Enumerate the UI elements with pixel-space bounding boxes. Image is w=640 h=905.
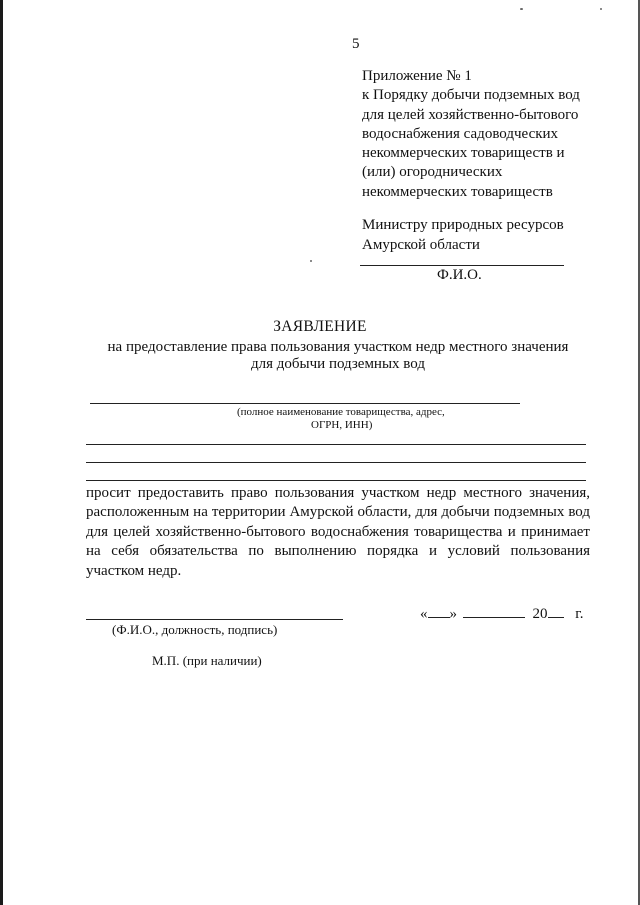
annex-header: [362, 67, 580, 202]
applicant-hint-line-2: ОГРН, ИНН): [311, 419, 373, 431]
scan-speck: [310, 260, 312, 262]
document-subtitle-line-2: для добычи подземных вод: [251, 356, 425, 372]
request-paragraph: просит предоставить право пользования участком недр местного значения, расположенным на территории Амурской области, для добычи подземных вод для целей хозяйственно-бытового водоснабжения товарищества и принимает на себя обязательства по выполнению порядка и условий пользования участком недр.: [86, 485, 590, 579]
scan-speck: [600, 8, 602, 10]
annex-line: Приложение № 1: [362, 68, 472, 84]
signature-caption: (Ф.И.О., должность, подпись): [112, 622, 278, 637]
applicant-name-line: [90, 403, 520, 404]
addressee-line-1: Министру природных ресурсов: [362, 217, 564, 233]
applicant-blank-line: [86, 462, 586, 463]
annex-line: некоммерческих товариществ и: [362, 145, 565, 162]
scan-speck: [520, 8, 523, 10]
date-close-quote: »: [449, 606, 457, 622]
date-field: [420, 603, 583, 623]
year-prefix: 20: [532, 606, 548, 622]
document-title: ЗАЯВЛЕНИЕ: [273, 318, 367, 335]
annex-line: для целей хозяйственно-бытового: [362, 106, 579, 123]
year-blank: [548, 603, 564, 618]
fio-underline: [360, 265, 564, 266]
seal-caption: М.П. (при наличии): [152, 653, 262, 668]
document-subtitle-line-1: на предоставление права пользования участком недр местного значения: [107, 339, 569, 355]
date-open-quote: «: [420, 606, 428, 622]
addressee-block: [362, 216, 564, 255]
applicant-hint-line-1: (полное наименование товарищества, адрес,: [237, 406, 445, 418]
annex-line: водоснабжения садоводческих: [362, 125, 559, 142]
month-blank: [463, 603, 525, 618]
day-blank: [428, 603, 450, 618]
annex-line: некоммерческих товариществ: [362, 183, 553, 200]
applicant-blank-line: [86, 480, 586, 481]
addressee-line-2: Амурской области: [362, 236, 480, 253]
annex-line: (или) огороднических: [362, 164, 503, 181]
applicant-blank-line: [86, 444, 586, 445]
year-suffix: г.: [575, 606, 584, 622]
page-number: 5: [352, 36, 360, 52]
fio-caption: Ф.И.О.: [437, 267, 482, 283]
scan-edge-left: [0, 0, 3, 905]
annex-line: к Порядку добычи подземных вод: [362, 87, 580, 104]
signature-line: [86, 619, 343, 620]
